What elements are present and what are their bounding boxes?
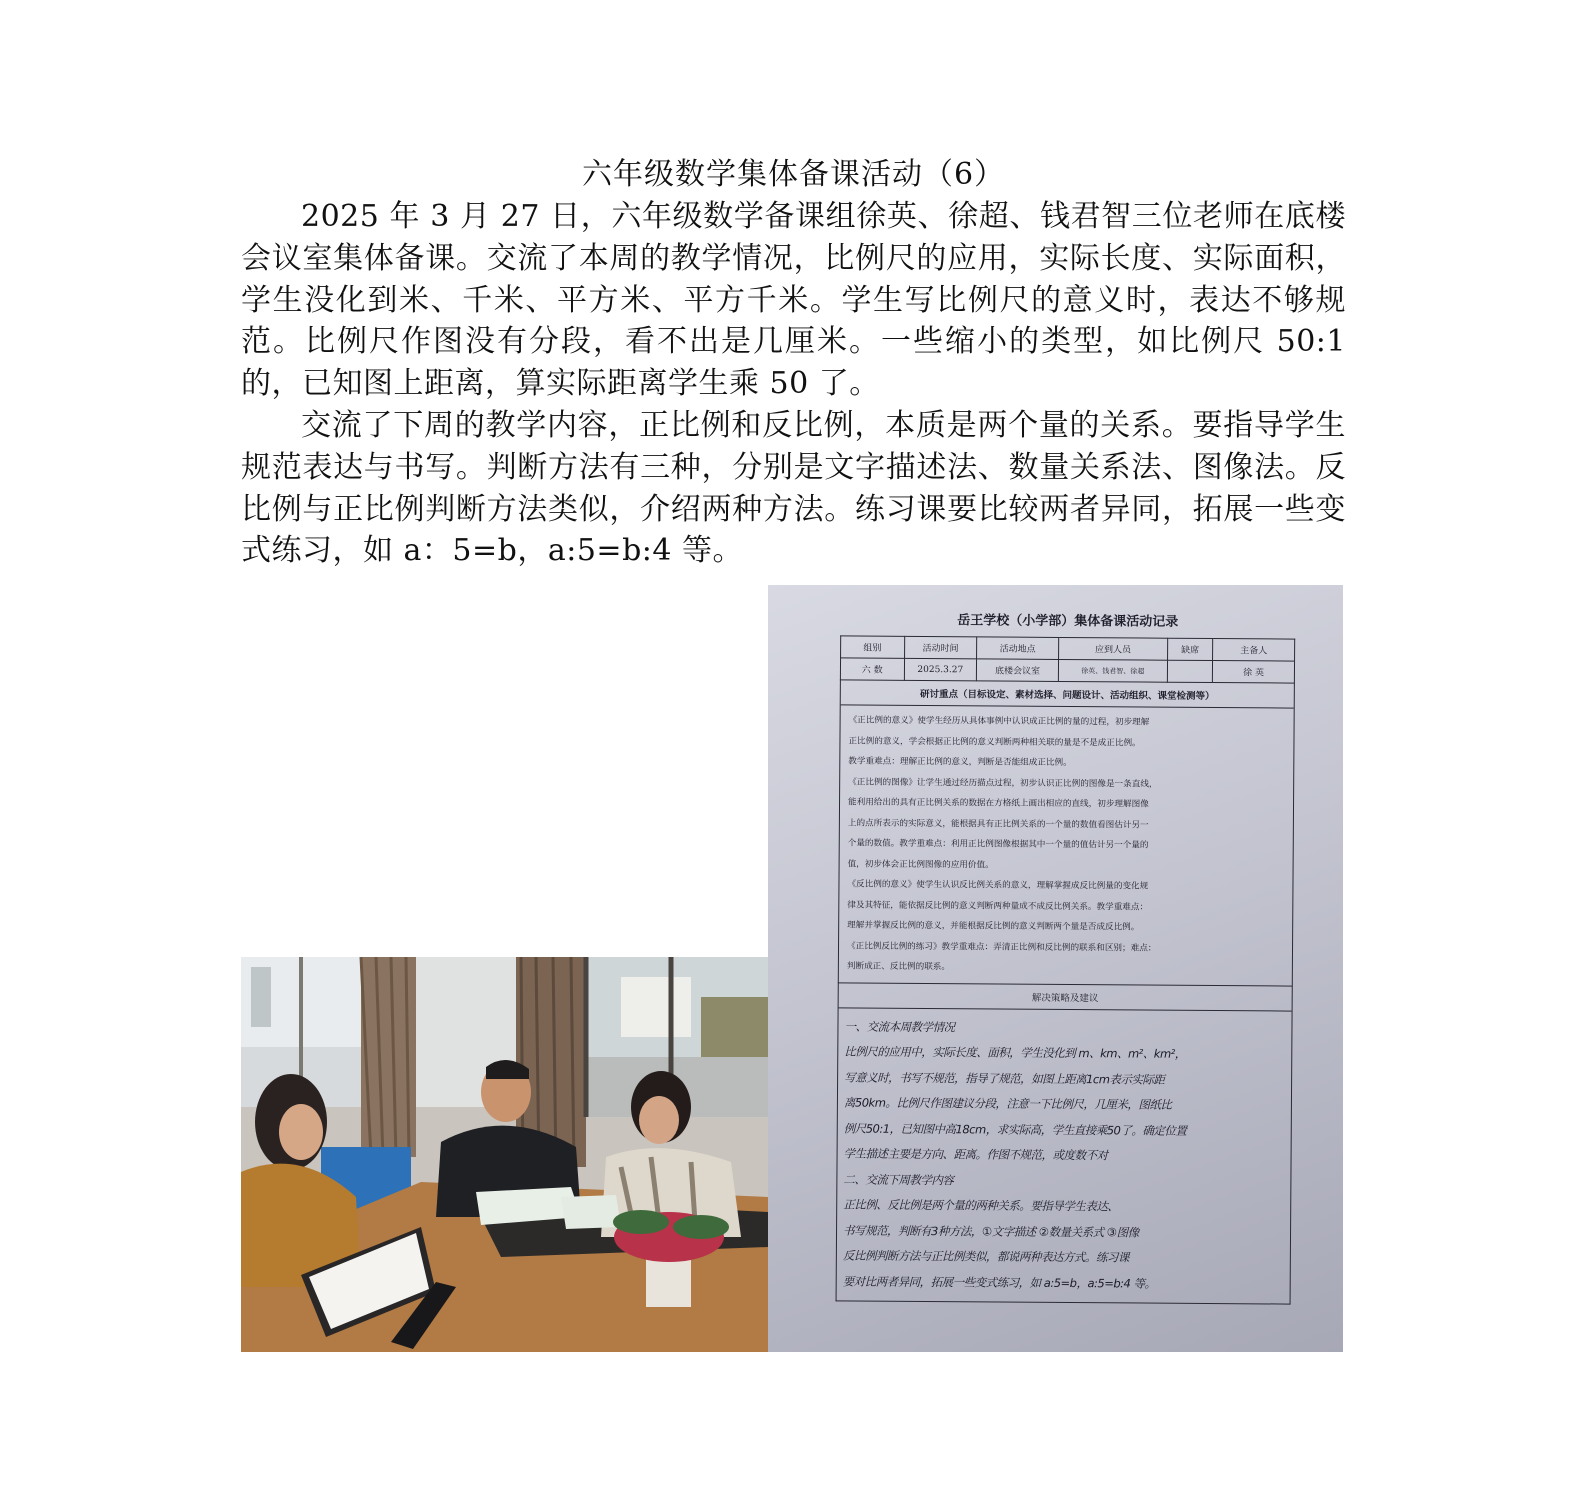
record-header-row bbox=[841, 636, 1295, 661]
strategy-heading: 解决策略及建议 bbox=[839, 983, 1292, 1011]
focus-line: 个量的数值。教学重难点：利用正比例图像根据其中一个量的值估计另一个量的 bbox=[847, 838, 1149, 851]
focus-line: 《正比例的图像》让学生通过经历描点过程，初步认识正比例的图像是一条直线， bbox=[848, 776, 1158, 790]
document-body bbox=[241, 196, 1346, 572]
strategy-section bbox=[836, 983, 1293, 1305]
handwritten-line: 要对比两者异同，拓展一些变式练习，如 a:5=b，a:5=b:4 等。 bbox=[842, 1273, 1156, 1291]
header-cell: 活动时间 bbox=[904, 636, 977, 659]
focus-content bbox=[839, 705, 1294, 985]
meeting-photo bbox=[241, 957, 768, 1352]
record-value-row bbox=[840, 658, 1294, 683]
record-info-table bbox=[840, 635, 1295, 683]
value-cell: 徐 英 bbox=[1213, 661, 1295, 684]
focus-line: 判断成正、反比例的联系。 bbox=[846, 961, 951, 973]
value-cell: 2025.3.27 bbox=[904, 658, 977, 681]
value-cell: 底楼会议室 bbox=[977, 659, 1059, 682]
handwritten-line: 例尺50:1，已知图中高18cm，求实际高，学生直接乘50了。确定位置 bbox=[843, 1120, 1187, 1138]
handwritten-line: 离50km。比例尺作图建议分段，注意一下比例尺，几厘米，图纸比 bbox=[843, 1095, 1172, 1112]
value-cell: 六 数 bbox=[840, 658, 904, 680]
focus-line: 《正比例反比例的练习》教学重难点：弄清正比例和反比例的联系和区别；难点： bbox=[846, 940, 1157, 954]
record-title: 岳王学校（小学部）集体备课活动记录 bbox=[957, 613, 1179, 630]
handwritten-line: 反比例判断方法与正比例类似，都说两种表达方式。练习课 bbox=[842, 1248, 1129, 1265]
focus-line: 理解并掌握反比例的意义，并能根据反比例的意义判断两个量是否成反比例。 bbox=[847, 920, 1140, 933]
header-cell: 组别 bbox=[841, 636, 905, 658]
record-photo bbox=[768, 585, 1343, 1352]
header-cell: 活动地点 bbox=[977, 637, 1059, 660]
focus-line: 能利用给出的具有正比例关系的数据在方格纸上画出相应的直线，初步理解图像 bbox=[848, 797, 1149, 810]
focus-line: 教学重难点：理解正比例的意义，判断是否能组成正比例。 bbox=[848, 756, 1072, 769]
paragraph-2: 交流了下周的教学内容，正比例和反比例，本质是两个量的关系。要指导学生规范表达与书写。判断方法有三种，分别是文字描述法、数量关系法、图像法。反比例与正比例判断方法类似，介绍两种方法。练习课要比较两者异同，拓展一些变式练习，如 a：5=b，a:5=b:4 等。 bbox=[241, 407, 1346, 569]
focus-heading: 研讨重点（目标设定、素材选择、问题设计、活动组织、课堂检测等） bbox=[841, 680, 1294, 708]
focus-line: 值，初步体会正比例图像的应用价值。 bbox=[847, 858, 994, 870]
handwritten-line: 比例尺的应用中，实际长度、面积，学生没化到 m、km、m²、km²， bbox=[844, 1044, 1186, 1061]
focus-line: 律及其特征，能依据反比例的意义判断两种量成不成反比例关系。教学重难点： bbox=[847, 899, 1149, 913]
focus-line: 《正比例的意义》使学生经历从具体事例中认识成正比例的量的过程，初步理解 bbox=[848, 715, 1150, 728]
header-cell: 主备人 bbox=[1213, 639, 1295, 662]
handwritten-line: 学生描述主要是方向、距离。作图不规范，或度数不对 bbox=[843, 1146, 1108, 1163]
focus-section bbox=[838, 680, 1295, 986]
header-cell: 应到人员 bbox=[1058, 637, 1167, 660]
handwritten-notes bbox=[837, 1008, 1292, 1304]
meeting-photo-drawing bbox=[241, 957, 768, 1352]
handwritten-line: 写意义时，书写不规范，指导了规范，如图上距离1cm表示实际距 bbox=[844, 1069, 1165, 1087]
handwritten-line: 一、交流本周教学情况 bbox=[844, 1018, 955, 1034]
value-cell: 徐英、钱君智、徐超 bbox=[1058, 659, 1167, 682]
focus-line: 正比例的意义，学会根据正比例的意义判断两种相关联的量是不是成正比例。 bbox=[848, 735, 1141, 749]
document-title: 六年级数学集体备课活动（6） bbox=[581, 157, 1006, 192]
handwritten-line: 正比例、反比例是两个量的两种关系。要指导学生表达、 bbox=[843, 1197, 1119, 1214]
handwritten-line: 二、交流下周教学内容 bbox=[843, 1171, 954, 1187]
paragraph-1: 2025 年 3 月 27 日，六年级数学备课组徐英、徐超、钱君智三位老师在底楼会议室集体备课。交流了本周的教学情况，比例尺的应用，实际长度、实际面积，学生没化到米、千米、平方米、平方千米。学生写比例尺的意义时，表达不够规范。比例尺作图没有分段，看不出是几厘米。一些缩小的类型，如比例尺 50:1 的，已知图上距离，算实际距离学生乘 50 了。 bbox=[241, 199, 1346, 402]
value-cell bbox=[1167, 660, 1213, 682]
header-cell: 缺席 bbox=[1167, 638, 1213, 660]
focus-line: 上的点所表示的实际意义，能根据具有正比例关系的一个量的数值看图估计另一 bbox=[847, 817, 1149, 831]
handwritten-line: 书写规范，判断有3种方法，①文字描述 ②数量关系式 ③图像 bbox=[843, 1222, 1139, 1240]
record-sheet bbox=[836, 598, 1296, 1304]
focus-line: 《反比例的意义》使学生认识反比例关系的意义，理解掌握成反比例量的变化规 bbox=[847, 879, 1149, 892]
